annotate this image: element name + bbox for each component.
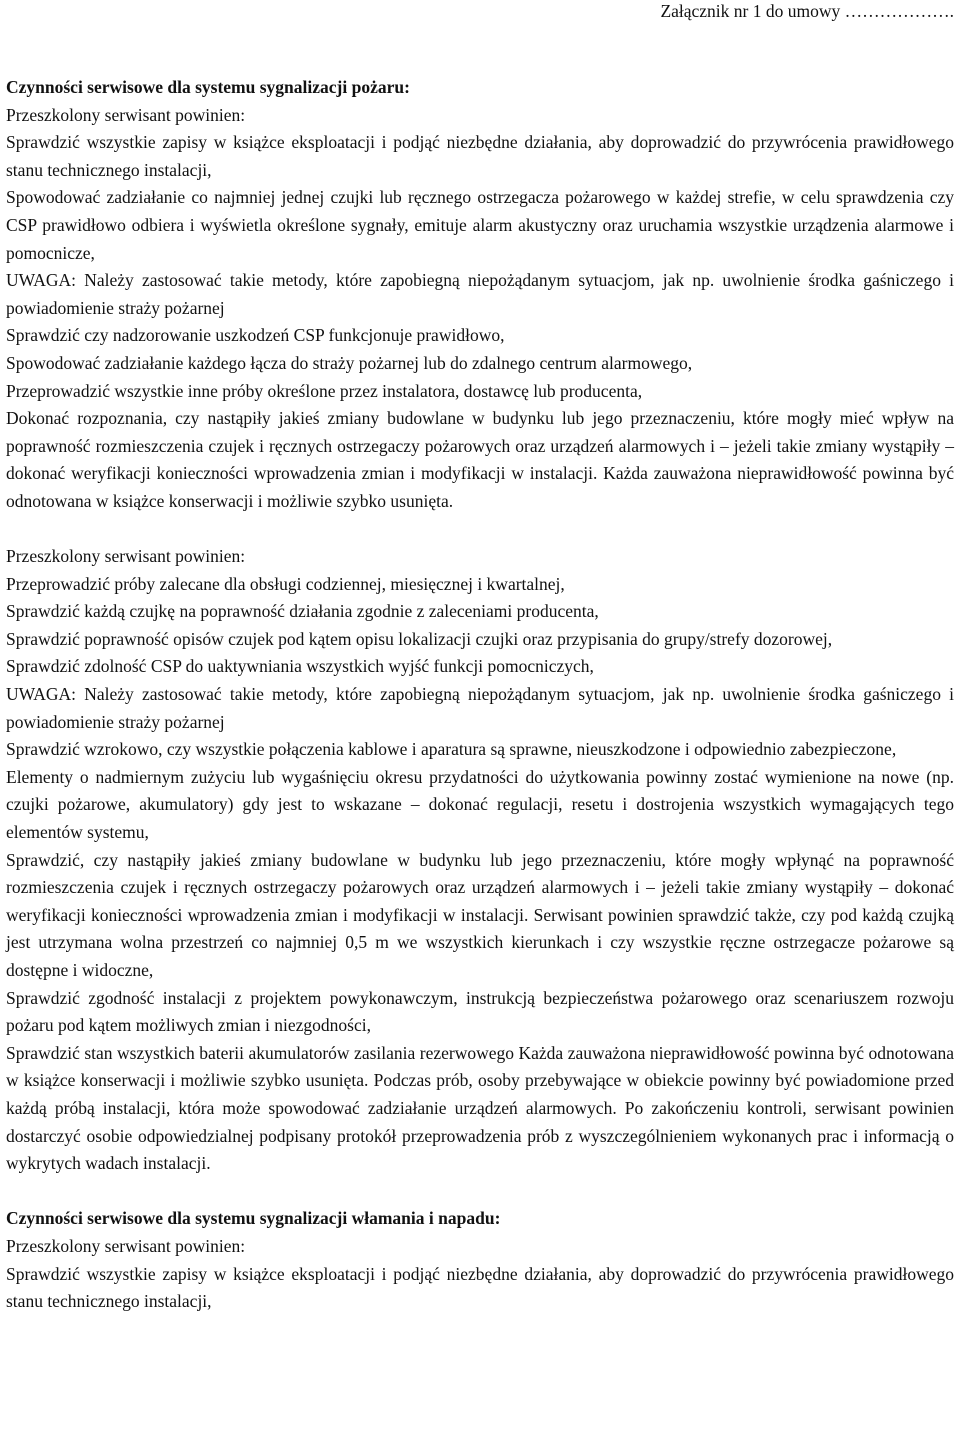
section-intro: Przeszkolony serwisant powinien:	[6, 104, 246, 125]
warning-paragraph: UWAGA: Należy zastosować takie metody, które zapobiegną niepożądanym sytuacjom, jak np. uwolnienie środka gaśniczego i powiadomienie straży pożarnej	[6, 270, 954, 318]
paragraph: Elementy o nadmiernym zużyciu lub wygaśnięciu okresu przydatności do użytkowania powinny zostać wymienione na nowe (np. czujki pożarowe, akumulatory) gdy jest to wskazane – dokonać regulacji, resetu i dostrojenia wszystkich wymagających tego elementów systemu,	[6, 766, 954, 843]
paragraph: Sprawdzić czy nadzorowanie uszkodzeń CSP funkcjonuje prawidłowo,	[6, 325, 505, 346]
paragraph: Sprawdzić zgodność instalacji z projektem powykonawczym, instrukcją bezpieczeństwa pożarowego oraz scenariuszem rozwoju pożaru pod kątem możliwych zmian i niezgodności,	[6, 987, 954, 1036]
paragraph: Sprawdzić poprawność opisów czujek pod kątem opisu lokalizacji czujki oraz przypisania do grupy/strefy dozorowej,	[6, 628, 833, 649]
paragraph: Przeprowadzić wszystkie inne próby określone przez instalatora, dostawcę lub producenta,	[6, 380, 643, 401]
paragraph: Spowodować zadziałanie każdego łącza do straży pożarnej lub do zdalnego centrum alarmowego,	[6, 352, 693, 373]
warning-paragraph: UWAGA: Należy zastosować takie metody, które zapobiegną niepożądanym sytuacjom, jak np. uwolnienie środka gaśniczego i powiadomienie straży pożarnej	[6, 684, 954, 732]
paragraph: Sprawdzić każdą czujkę na poprawność działania zgodnie z zaleceniami producenta,	[6, 601, 599, 622]
section-title-intrusion: Czynności serwisowe dla systemu sygnalizacji włamania i napadu:	[6, 1208, 501, 1229]
section-fire-alarm	[6, 74, 954, 516]
paragraph: Przeprowadzić próby zalecane dla obsługi codziennej, miesięcznej i kwartalnej,	[6, 573, 565, 594]
paragraph: Sprawdzić stan wszystkich baterii akumulatorów zasilania rezerwowego Każda zauważona nieprawidłowość powinna być odnotowana w książce konserwacji i możliwie szybko usunięta. Podczas prób, osoby przebywające w obiekcie powinny być powiadomione przed każdą próbą instalacji, która może spowodować zadziałanie urządzeń alarmowych. Po zakończeniu kontroli, serwisant powinien dostarczyć osobie odpowiedzialnej podpisany protokół przeprowadzenia prób z wyszczególnieniem wykonanych prac i informacją o wykrytych wadach instalacji.	[6, 1042, 954, 1174]
spacer	[6, 1178, 954, 1206]
document-page	[6, 0, 954, 1316]
section-title-fire: Czynności serwisowe dla systemu sygnalizacji pożaru:	[6, 77, 410, 97]
paragraph: Dokonać rozpoznania, czy nastąpiły jakieś zmiany budowlane w budynku lub jego przeznaczeniu, które mogły mieć wpływ na poprawność rozmieszczenia czujek i ręcznych ostrzegaczy pożarowych oraz urządzeń alarmowych i – jeżeli takie zmiany wystąpiły – dokonać weryfikacji konieczności wprowadzenia zmian i modyfikacji w instalacji. Każda zauważona nieprawidłowość powinna być odnotowana w książce konserwacji i możliwie szybko usunięta.	[6, 408, 954, 511]
section-intrusion-alarm	[6, 1205, 954, 1315]
paragraph: Sprawdzić wzrokowo, czy wszystkie połączenia kablowe i aparatura są sprawne, nieuszkodzone i odpowiednio zabezpieczone,	[6, 739, 897, 760]
paragraph: Sprawdzić wszystkie zapisy w książce eksploatacji i podjąć niezbędne działania, aby doprowadzić do przywrócenia prawidłowego stanu technicznego instalacji,	[6, 132, 954, 180]
spacer	[6, 516, 954, 544]
paragraph: Sprawdzić wszystkie zapisy w książce eksploatacji i podjąć niezbędne działania, aby doprowadzić do przywrócenia prawidłowego stanu technicznego instalacji,	[6, 1263, 954, 1312]
paragraph: Sprawdzić zdolność CSP do uaktywniania wszystkich wyjść funkcji pomocniczych,	[6, 656, 594, 677]
paragraph: Sprawdzić, czy nastąpiły jakieś zmiany budowlane w budynku lub jego przeznaczeniu, które mogły wpłynąć na poprawność rozmieszczenia czujek i ręcznych ostrzegaczy pożarowych oraz urządzeń alarmowych i – jeżeli takie zmiany wystąpiły – dokonać weryfikacji konieczności wprowadzenia zmian i modyfikacji w instalacji. Serwisant powinien sprawdzić także, czy pod każdą czujką jest utrzymana wolna przestrzeń co najmniej 0,5 m we wszystkich kierunkach i czy wszystkie ręczne ostrzegacze pożarowe są dostępne i widoczne,	[6, 849, 954, 980]
paragraph: Spowodować zadziałanie co najmniej jednej czujki lub ręcznego ostrzegacza pożarowego w każdej strefie, w celu sprawdzenia czy CSP prawidłowo odbiera i wyświetla określone sygnały, emituje alarm akustyczny oraz uruchamia wszystkie urządzenia alarmowe i pomocnicze,	[6, 187, 954, 263]
section-intro: Przeszkolony serwisant powinien:	[6, 1235, 246, 1256]
attachment-header: Załącznik nr 1 do umowy ……………….	[660, 1, 954, 21]
section-periodic-tests	[6, 543, 954, 1178]
section-intro: Przeszkolony serwisant powinien:	[6, 546, 246, 567]
